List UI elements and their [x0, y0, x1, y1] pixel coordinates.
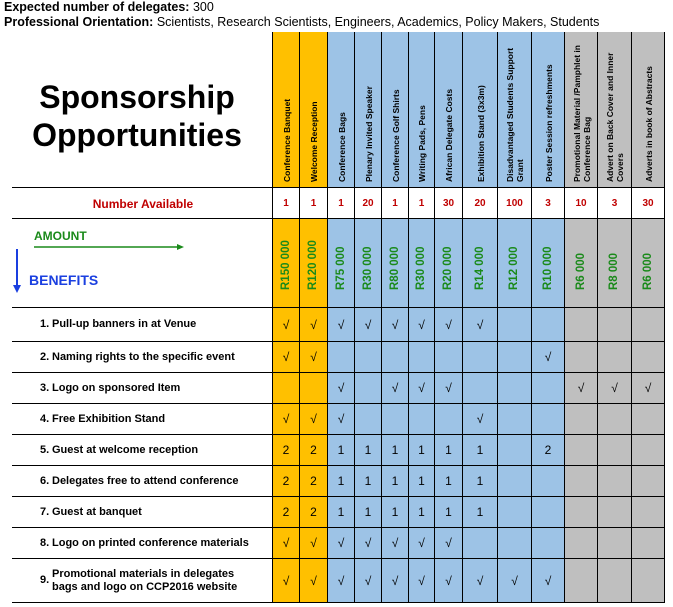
- amount-value: R6 000: [641, 252, 654, 290]
- table-cell: [355, 404, 382, 435]
- delegates-value: 300: [192, 0, 214, 14]
- check-mark: √: [476, 573, 484, 588]
- count-value: 1: [418, 505, 425, 519]
- table-cell: [498, 497, 532, 528]
- number-available: 30: [442, 197, 455, 209]
- table-cell: [598, 308, 632, 342]
- title-line-2: Opportunities: [32, 117, 242, 153]
- table-cell: [273, 373, 300, 404]
- table-cell: [632, 435, 665, 466]
- column-header: Writing Pads, Pens: [417, 105, 427, 182]
- table-cell: [409, 559, 435, 603]
- delegates-label: Expected number of delegates:: [4, 0, 190, 14]
- table-cell: [382, 373, 409, 404]
- table-cell: [435, 466, 463, 497]
- table-cell: [300, 466, 328, 497]
- table-cell: [435, 528, 463, 559]
- table-cell: [328, 342, 355, 373]
- label-cell: [12, 404, 273, 435]
- table-cell: [273, 528, 300, 559]
- amount-value: R8 000: [608, 252, 620, 290]
- table-cell: [328, 497, 355, 528]
- check-mark: √: [337, 536, 345, 550]
- table-cell: [435, 559, 463, 603]
- table-cell: [532, 308, 565, 342]
- table-cell: [300, 435, 328, 466]
- table-cell: [532, 32, 565, 188]
- number-available: 1: [310, 197, 317, 209]
- table-cell: [565, 342, 598, 373]
- table-cell: [598, 373, 632, 404]
- table-cell: [565, 497, 598, 528]
- check-mark: √: [310, 350, 317, 364]
- check-mark: √: [310, 573, 317, 588]
- count-value: 1: [364, 474, 372, 488]
- table-cell: [300, 528, 328, 559]
- table-cell: [355, 342, 382, 373]
- table-cell: [382, 219, 409, 308]
- table-cell: [273, 308, 300, 342]
- table-cell: [382, 188, 409, 219]
- check-mark: √: [445, 317, 452, 332]
- table-cell: [632, 404, 665, 435]
- count-value: 1: [337, 443, 345, 457]
- table-cell: [300, 559, 328, 603]
- table-cell: [598, 559, 632, 603]
- check-mark: √: [544, 573, 552, 588]
- benefit-number: 3.: [40, 381, 50, 394]
- table-cell: [532, 435, 565, 466]
- benefit-number: 2.: [40, 350, 50, 363]
- number-available: 1: [392, 197, 398, 209]
- amount-value: R14 000: [473, 246, 486, 290]
- column-header: Advert on Back Cover and Inner Covers: [605, 52, 625, 182]
- check-mark: √: [337, 381, 345, 395]
- table-cell: [435, 342, 463, 373]
- number-available: 1: [283, 197, 289, 209]
- check-mark: √: [310, 536, 317, 550]
- table-cell: [565, 435, 598, 466]
- table-cell: [598, 219, 632, 308]
- table-cell: [632, 219, 665, 308]
- benefit-number: 5.: [40, 443, 50, 456]
- orientation-label: Professional Orientation:: [4, 15, 154, 29]
- table-cell: [409, 497, 435, 528]
- check-mark: √: [337, 317, 345, 332]
- table-cell: [409, 219, 435, 308]
- table-cell: [300, 32, 328, 188]
- label-cell: [12, 528, 273, 559]
- count-value: 1: [364, 443, 372, 457]
- count-value: 1: [476, 505, 484, 519]
- table-cell: [463, 528, 498, 559]
- number-available-label: Number Available: [92, 196, 194, 211]
- table-cell: [598, 404, 632, 435]
- table-cell: [300, 308, 328, 342]
- label-cell: [12, 435, 273, 466]
- number-available: 10: [575, 197, 587, 209]
- label-cell: [12, 559, 273, 603]
- check-mark: √: [644, 381, 652, 395]
- amount-value: R150 000: [279, 239, 292, 290]
- check-mark: √: [391, 381, 399, 395]
- table-cell: [409, 188, 435, 219]
- table-cell: [409, 466, 435, 497]
- table-cell: [565, 219, 598, 308]
- table-cell: [273, 404, 300, 435]
- check-mark: √: [418, 573, 425, 588]
- table-cell: [463, 373, 498, 404]
- label-cell: [12, 342, 273, 373]
- table-cell: [328, 528, 355, 559]
- table-cell: [382, 308, 409, 342]
- number-available: 30: [642, 197, 654, 209]
- benefit-label: Logo on sponsored Item: [52, 381, 181, 394]
- benefit-label: Delegates free to attend conference: [52, 474, 239, 487]
- check-mark: √: [337, 573, 345, 588]
- table-cell: [355, 308, 382, 342]
- table-cell: [565, 404, 598, 435]
- check-mark: √: [476, 412, 484, 426]
- table-cell: [409, 373, 435, 404]
- count-value: 1: [418, 443, 425, 457]
- table-cell: [463, 404, 498, 435]
- number-available: 20: [474, 197, 486, 209]
- check-mark: √: [310, 412, 317, 426]
- benefit-label: Guest at banquet: [52, 505, 142, 518]
- table-cell: [435, 404, 463, 435]
- table-cell: [532, 373, 565, 404]
- table-cell: [382, 466, 409, 497]
- table-cell: [598, 188, 632, 219]
- benefit-label: Promotional materials in delegates bags and logo on CCP2016 website: [52, 567, 238, 593]
- table-cell: [435, 435, 463, 466]
- check-mark: √: [282, 350, 290, 364]
- table-title: [12, 78, 262, 154]
- table-cell: [632, 32, 665, 188]
- number-available: 100: [506, 197, 523, 209]
- table-cell: [532, 497, 565, 528]
- table-cell: [382, 528, 409, 559]
- table-cell: [498, 308, 532, 342]
- table-cell: [565, 188, 598, 219]
- amount-value: R30 000: [361, 246, 374, 290]
- table-cell: [498, 435, 532, 466]
- amount-value: R75 000: [334, 246, 347, 290]
- table-cell: [463, 497, 498, 528]
- column-header: Adverts in book of Abstracts: [643, 66, 654, 182]
- table-cell: [632, 466, 665, 497]
- arrow-down-icon: [12, 249, 22, 293]
- table-cell: [273, 219, 300, 308]
- table-cell: [355, 497, 382, 528]
- column-header: Conference Golf Shirts: [390, 89, 401, 182]
- table-cell: [435, 373, 463, 404]
- table-cell: [498, 188, 532, 219]
- table-cell: [435, 497, 463, 528]
- benefit-label: Free Exhibition Stand: [52, 412, 166, 425]
- table-cell: [355, 219, 382, 308]
- table-cell: [355, 435, 382, 466]
- table-cell: [355, 559, 382, 603]
- label-cell: [12, 466, 273, 497]
- count-value: 1: [476, 443, 484, 457]
- table-cell: [273, 497, 300, 528]
- table-cell: [273, 559, 300, 603]
- column-header: Exhibition Stand (3x3m): [475, 85, 486, 182]
- count-value: 1: [337, 474, 345, 488]
- table-cell: [382, 497, 409, 528]
- check-mark: √: [445, 573, 452, 588]
- table-cell: [300, 373, 328, 404]
- table-cell: [409, 342, 435, 373]
- table-cell: [300, 497, 328, 528]
- count-value: 2: [310, 474, 317, 488]
- table-cell: [409, 32, 435, 188]
- arrow-right-icon: [34, 244, 184, 250]
- number-available: 20: [362, 197, 374, 209]
- table-cell: [273, 188, 300, 219]
- table-cell: [498, 373, 532, 404]
- table-cell: [598, 32, 632, 188]
- table-cell: [273, 466, 300, 497]
- column-header: Plenary Invited Speaker: [363, 86, 374, 182]
- table-cell: [565, 528, 598, 559]
- table-cell: [328, 308, 355, 342]
- table-cell: [409, 404, 435, 435]
- table-cell: [532, 342, 565, 373]
- table-cell: [598, 528, 632, 559]
- table-cell: [532, 559, 565, 603]
- check-mark: √: [476, 317, 484, 332]
- table-cell: [328, 32, 355, 188]
- number-available: 1: [338, 197, 344, 209]
- table-cell: [632, 373, 665, 404]
- table-cell: [355, 466, 382, 497]
- table-cell: [435, 219, 463, 308]
- count-value: 2: [282, 505, 290, 519]
- count-value: 2: [282, 474, 290, 488]
- benefit-number: 7.: [40, 505, 50, 518]
- table-cell: [355, 188, 382, 219]
- table-cell: [382, 404, 409, 435]
- column-header: Poster Session refreshments: [543, 64, 554, 182]
- benefit-label: Naming rights to the specific event: [52, 350, 235, 363]
- benefit-label: Guest at welcome reception: [52, 443, 199, 456]
- check-mark: √: [418, 317, 425, 332]
- table-cell: [382, 342, 409, 373]
- label-cell: [12, 497, 273, 528]
- column-header: Welcome Reception: [309, 101, 319, 182]
- table-cell: [435, 308, 463, 342]
- table-cell: [598, 342, 632, 373]
- table-cell: [409, 528, 435, 559]
- count-value: 1: [445, 443, 452, 457]
- table-cell: [532, 466, 565, 497]
- amount-value: R6 000: [574, 252, 587, 290]
- amount-value: R20 000: [442, 246, 454, 290]
- check-mark: √: [511, 573, 518, 588]
- table-cell: [463, 188, 498, 219]
- table-cell: [355, 373, 382, 404]
- table-cell: [565, 32, 598, 188]
- table-cell: [300, 342, 328, 373]
- table-cell: [328, 435, 355, 466]
- count-value: 1: [337, 505, 345, 519]
- check-mark: √: [391, 573, 399, 588]
- orientation-value: Scientists, Research Scientists, Engineers, Academics, Policy Makers, Students: [156, 15, 600, 29]
- amount-value: R30 000: [415, 246, 427, 290]
- benefit-label: Pull-up banners in at Venue: [52, 318, 197, 330]
- check-mark: √: [391, 536, 399, 550]
- count-value: 1: [445, 505, 452, 519]
- amount-value: R120 000: [307, 239, 319, 290]
- column-header: Conference Banquet: [281, 98, 292, 182]
- amount-value: R80 000: [388, 246, 401, 290]
- table-cell: [300, 188, 328, 219]
- check-mark: √: [282, 536, 290, 550]
- check-mark: √: [418, 381, 425, 395]
- table-cell: [632, 342, 665, 373]
- amount-label: AMOUNT: [34, 229, 87, 243]
- table-cell: [273, 342, 300, 373]
- table-cell: [632, 188, 665, 219]
- amount-value: R10 000: [541, 246, 554, 290]
- table-cell: [463, 308, 498, 342]
- table-cell: [565, 466, 598, 497]
- table-cell: [463, 219, 498, 308]
- table-cell: [632, 497, 665, 528]
- table-cell: [565, 373, 598, 404]
- count-value: 1: [476, 474, 484, 488]
- table-cell: [435, 188, 463, 219]
- benefits-label: BENEFITS: [29, 272, 99, 288]
- check-mark: √: [364, 536, 372, 550]
- count-value: 1: [364, 505, 372, 519]
- table-cell: [355, 528, 382, 559]
- table-cell: [409, 435, 435, 466]
- number-available: 3: [545, 197, 551, 209]
- table-cell: [463, 342, 498, 373]
- benefit-label: Logo on printed conference materials: [52, 536, 249, 549]
- check-mark: √: [364, 317, 372, 332]
- benefit-number: 1.: [40, 318, 50, 330]
- table-cell: [498, 32, 532, 188]
- table-cell: [632, 559, 665, 603]
- table-cell: [382, 559, 409, 603]
- table-cell: [532, 404, 565, 435]
- count-value: 1: [445, 474, 452, 488]
- table-cell: [498, 559, 532, 603]
- check-mark: √: [611, 381, 618, 395]
- table-cell: [498, 404, 532, 435]
- table-cell: [532, 528, 565, 559]
- column-header: Disadvantaged Students Support Grant: [505, 47, 525, 182]
- count-value: 1: [418, 474, 425, 488]
- table-cell: [355, 32, 382, 188]
- benefit-number: 9.: [40, 574, 50, 586]
- table-cell: [435, 32, 463, 188]
- check-mark: √: [337, 412, 345, 426]
- count-value: 1: [391, 443, 399, 457]
- table-cell: [463, 435, 498, 466]
- table-cell: [632, 528, 665, 559]
- table-cell: [328, 373, 355, 404]
- check-mark: √: [577, 381, 585, 395]
- table-cell: [463, 559, 498, 603]
- table-cell: [498, 342, 532, 373]
- table-cell: [463, 32, 498, 188]
- label-cell: [12, 308, 273, 342]
- check-mark: √: [282, 317, 290, 332]
- table-cell: [598, 435, 632, 466]
- count-value: 1: [391, 474, 399, 488]
- table-cell: [328, 219, 355, 308]
- table-cell: [300, 404, 328, 435]
- table-cell: [382, 435, 409, 466]
- table-cell: [300, 219, 328, 308]
- table-cell: [498, 219, 532, 308]
- table-cell: [273, 32, 300, 188]
- table-cell: [328, 404, 355, 435]
- table-cell: [632, 308, 665, 342]
- benefit-number: 8.: [40, 536, 50, 549]
- column-header: Conference Bags: [336, 112, 347, 182]
- count-value: 2: [282, 443, 290, 457]
- column-header: African Delegate Costs: [444, 88, 454, 182]
- label-cell: [12, 373, 273, 404]
- table-cell: [409, 308, 435, 342]
- amount-value: R12 000: [508, 246, 520, 290]
- count-value: 2: [544, 443, 552, 457]
- check-mark: √: [282, 412, 290, 426]
- table-cell: [532, 219, 565, 308]
- table-cell: [498, 466, 532, 497]
- title-line-1: Sponsorship: [39, 79, 235, 115]
- check-mark: √: [445, 536, 452, 550]
- table-cell: [328, 559, 355, 603]
- benefit-number: 6.: [40, 474, 50, 487]
- table-cell: [532, 188, 565, 219]
- table-cell: [598, 497, 632, 528]
- table-cell: [598, 466, 632, 497]
- count-value: 2: [310, 443, 317, 457]
- number-available: 1: [418, 197, 425, 209]
- check-mark: √: [418, 536, 425, 550]
- check-mark: √: [364, 573, 372, 588]
- benefit-number: 4.: [40, 412, 50, 425]
- check-mark: √: [391, 317, 399, 332]
- table-cell: [565, 559, 598, 603]
- column-header: Promotional Material /Pamphlet in Conference Bag: [571, 45, 592, 182]
- table-cell: [328, 466, 355, 497]
- check-mark: √: [445, 381, 452, 395]
- count-value: 1: [391, 505, 399, 519]
- check-mark: √: [544, 350, 552, 364]
- table-cell: [565, 308, 598, 342]
- number-available: 3: [611, 197, 618, 209]
- check-mark: √: [282, 573, 290, 588]
- table-cell: [382, 32, 409, 188]
- count-value: 2: [310, 505, 317, 519]
- table-cell: [328, 188, 355, 219]
- check-mark: √: [310, 317, 317, 332]
- table-cell: [273, 435, 300, 466]
- table-cell: [463, 466, 498, 497]
- table-cell: [498, 528, 532, 559]
